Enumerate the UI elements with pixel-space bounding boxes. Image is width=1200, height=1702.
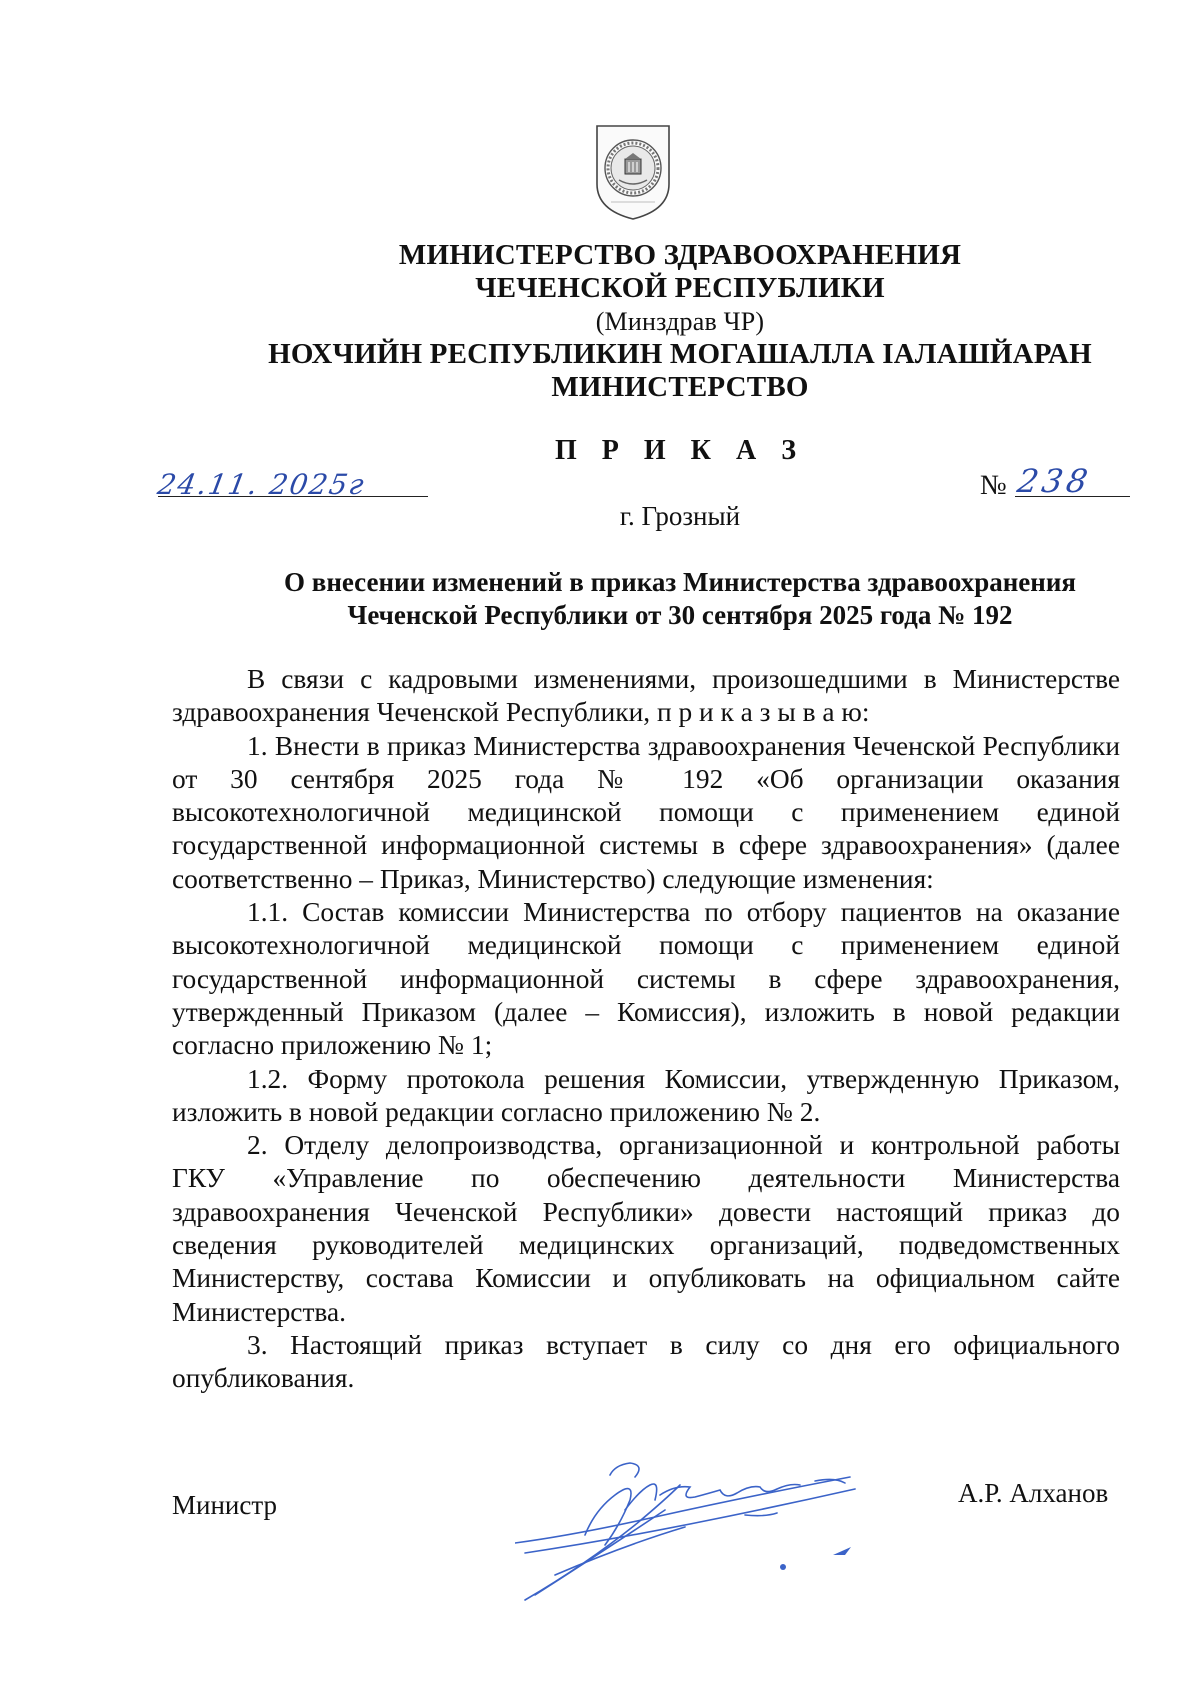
order-title-line-1: О внесении изменений в приказ Министерства здравоохранения bbox=[283, 567, 1076, 597]
handwritten-signature-icon bbox=[515, 1455, 935, 1605]
clause-1: 1. Внести в приказ Министерства здравоохранения Чеченской Республики от 30 сентября 2025 года № 192 «Об организации оказания высокотехнологичной медицинской помощи с применением единой государственной информационной системы в сфере здравоохранения» (далее соответственно – Приказ, Министерство) следующие изменения: bbox=[172, 730, 1120, 894]
signer-name: А.Р. Алханов bbox=[958, 1478, 1109, 1508]
order-body bbox=[172, 663, 1120, 1396]
preamble-paragraph: В связи с кадровыми изменениями, произошедшими в Министерстве здравоохранения Чеченской Республики, п р и к а з ы в а ю: bbox=[172, 664, 1120, 728]
clause-1-2: 1.2. Форму протокола решения Комиссии, утвержденную Приказом, изложить в новой редакции согласно приложению № 2. bbox=[172, 1063, 1120, 1127]
handwritten-order-number: 238 bbox=[1014, 462, 1095, 500]
clause-3: 3. Настоящий приказ вступает в силу со дня его официального опубликования. bbox=[172, 1329, 1120, 1394]
handwritten-date: 24.11. 2025г bbox=[155, 468, 369, 501]
order-title-line-2: Чеченской Республики от 30 сентября 2025 года № 192 bbox=[347, 600, 1013, 630]
ministry-name-chechen-line-2: МИНИСТЕРСТВО bbox=[551, 371, 809, 403]
ministry-name-chechen-line-1: НОХЧИЙН РЕСПУБЛИКИН МОГАШАЛЛА IАЛАШЙАРАН bbox=[268, 338, 1092, 370]
coat-of-arms-emblem-icon bbox=[593, 122, 673, 222]
ministry-short-name: (Минздрав ЧР) bbox=[595, 307, 765, 336]
clause-2: 2. Отделу делопроизводства, организационной и контрольной работы ГКУ «Управление по обеспечению деятельности Министерства здравоохранения Чеченской Республики» довести настоящий приказ до сведения руководителей медицинских организаций, подведомственных Министерству, состава Комиссии и опубликовать на официальном сайте Министерства. bbox=[172, 1130, 1120, 1327]
city-name: г. Грозный bbox=[619, 501, 741, 531]
number-sign: № bbox=[980, 470, 1007, 501]
ministry-name-line-1: МИНИСТЕРСТВО ЗДРАВООХРАНЕНИЯ bbox=[398, 239, 962, 271]
document-type-heading: П Р И К А З bbox=[555, 435, 805, 466]
ministry-name-line-2: ЧЕЧЕНСКОЙ РЕСПУБЛИКИ bbox=[475, 272, 885, 304]
order-title bbox=[0, 566, 1200, 632]
signer-position: Министр bbox=[172, 1490, 277, 1520]
clause-1-1: 1.1. Состав комиссии Министерства по отбору пациентов на оказание высокотехнологичной медицинской помощи с применением единой государственной информационной системы в сфере здравоохранения, утвержденный Приказом (далее – Комиссия), изложить в новой редакции согласно приложению № 1; bbox=[172, 897, 1120, 1061]
